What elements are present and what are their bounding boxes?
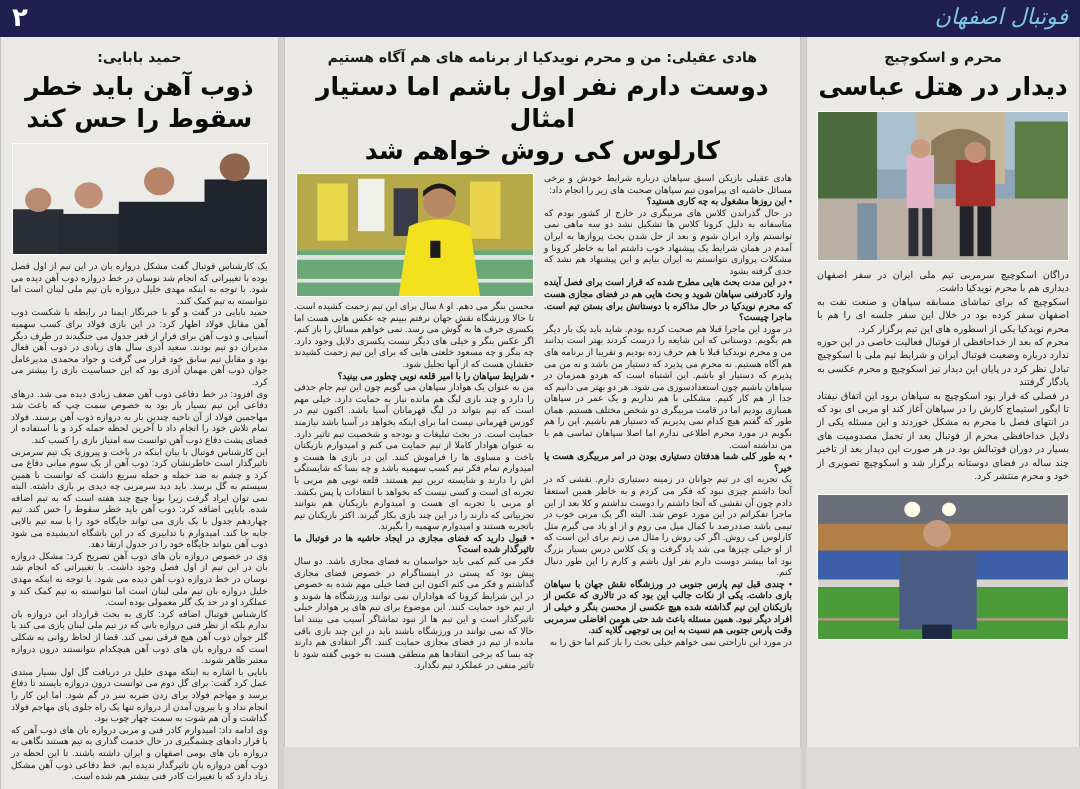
article-paragraph: در مورد این ماجرا قبلا هم صحبت کرده بودم. شاید باید یک بار دیگر هم بگویم. دوستانی که این شایعه را درست کردند بهتر است بدانند من و محرم نویدکیا قبلا با هم حرف زده بودیم و تقریبا از برنامه های هم آگاه هستیم. نه محرم می پذیرد که دستیار من باشد و نه من می پذیرم که دستیار او باشم. این اشتباه است که هردو همزمان در سپاهان باشیم چون استعدادسوزی می شود. هر دو بهتر می دانیم که جدا از هم کار کنیم. مشکلی با هم نداریم و یک عمر در سپاهان همبازی بودیم اما در قامت مربیگری دو شخص مختلف هستیم. همان طور که گفتم هیچ کدام نمی پذیریم که دستیار هم باشیم. این را هم بگویم در مورد محرم اطلاعی ندارم اما اصلا سپاهان تماسی هم با من نداشته است. bbox=[544, 323, 792, 450]
stadium-photo bbox=[817, 494, 1069, 640]
publication-logo: فوتبال اصفهان bbox=[934, 5, 1068, 30]
article-headline: دیدار در هتل عباسی bbox=[818, 72, 1068, 101]
masthead-bar bbox=[0, 0, 1080, 37]
article-paragraph: اسکوچیچ که برای تماشای مسابقه سپاهان و صنعت نفت به اصفهان سفر کرده بود در خلال این سفر جلسه ای را هم با محرم نویدکیا یکی از اسطوره های این تیم برگزار کرد. bbox=[817, 296, 1069, 335]
interview-question: • به طور کلی شما هدفتان دستیاری بودن در امر مربیگری هست یا خیر؟ bbox=[544, 451, 792, 473]
article-paragraph: این کارشناس فوتبال با بیان اینکه در باخت و پیروزی یک تیم سرمربی تاثیرگذار است خاطرنشان کرد: ذوب آهن از یک سوم میانی دفاع می کرد و چشم به ضد حمله و حمله سریع داشت که توانست با همین سیستم به گل برسد. باید دید سرمربی چه دیدی بر بازی داشته. البته نمی توان ایراد گرفت زیرا بونا چیچ چند هفته است که به تیم اضافه شده. بابایی اضافه کرد: ذوب آهن باید خطر سقوط را حس کند. تیم چهاردهم جدول با یک بازی می تواند جایگاه خود را با سه تیم بالایی جابه جا کند. امیدوارم با تدابیری که در این باشگاه اندیشیده می شود ذوب آهن بتواند جایگاه خود را در جدول ارتقا دهد. bbox=[11, 446, 268, 550]
article-paragraph: یک تجربه ای در تیم جوانان در زمینه دستیاری دارم. نقشی که در آنجا داشتم چیزی نبود که فکر می کردم و به خاطر همین استعفا دادم چون آن نقشی که آنجا داشتم را دوست نداشتم و کلا بعد از این ماجرا تفکراتم در این مورد عوض شد. البته اگر یک مربی خوب در تیمی باشد صددرصد با کمال میل می روم و از او یاد می گیرم مثل کارلوس کی روش. اگر کی روش را مثال می زنم برای این است که از او خیلی چیزها می شد یاد گرفت و یک کلاس درس بسیار بزرگ بود اما بیشتر دوست دارم نفر اول باشم و کارم را این طور دنبال کنم. bbox=[544, 474, 792, 578]
article-aghili-interview bbox=[284, 37, 801, 747]
page-number: ۲ bbox=[12, 3, 28, 33]
article-paragraph: فکر می کنم کمی باید حواسمان به فضای مجازی باشد. دو سال پیش بود که پستی در اینستاگرام در خصوص فضای مجازی گذاشتم و فکر می کنم اکنون این فضا خیلی مهم شده به خصوص در این شرایط کرونا که هواداران نمی توانند ورزشگاه ها شوند و از تیم خود حمایت کنند. این موضوع برای تیم های پر هوادار خیلی تاثیرگذار است و این تیم ها از نبود تماشاگر آسیب می بینند اما حالا که نمی توانند در ورزشگاه باشند باید در این چند بازی باقی مانده از تیم در فضای مجازی حمایت کنند. اگر انتقادی هم دارند چه بسا که برخی انتقادها هم منطقی هست به خوبی گفته شود تا تاثیر منفی در عملکرد تیم نگذارد. bbox=[294, 556, 534, 671]
article-kicker: محرم و اسکوچیچ bbox=[884, 50, 1002, 66]
headline-line: دوست دارم نفر اول باشم اما دستیار امثال bbox=[316, 72, 769, 133]
article-paragraph: کارشناس فوتبال اضافه کرد: کاری به بحث قرارداد این دروازه بان ندارم بلکه از نظر فنی دروازه بانی که در تیم ملی لبنان بازی می کند با گلر جوان ذوب آهن هیچ فرقی نمی کند. قضا از لحاظ روانی به شکلی است که دروازه بان های ذوب آهن هیچکدام نتوانستند درون دروازه معتبر ظاهر شوند. bbox=[11, 608, 268, 666]
aghili-sepahan-photo bbox=[296, 173, 534, 297]
article-babaei-zob-ahan bbox=[0, 37, 279, 789]
headline-line: ذوب آهن باید خطر bbox=[25, 72, 254, 101]
article-paragraph: دراگان اسکوچیچ سرمربی تیم ملی ایران در سفر اصفهان دیداری هم با محرم نویدکیا داشت. bbox=[817, 270, 1069, 295]
article-headline bbox=[11, 71, 268, 135]
article-body-column-a bbox=[544, 173, 792, 672]
interview-question: • قبول دارید که فضای مجازی در ایجاد حاشیه ها در فوتبال ما تاثیرگذار شده است؟ bbox=[294, 532, 534, 555]
article-kicker: هادی عقیلی: من و محرم نویدکیا از برنامه های هم آگاه هستیم bbox=[327, 50, 758, 66]
headline-line: کارلوس کی روش خواهم شد bbox=[364, 136, 720, 165]
article-paragraph: وی در خصوص دروازه بان های ذوب آهن تصریح کرد: مشکل دروازه بان در این تیم از اول فصل وجود داشت. با تغییراتی که انجام شد نوسان در خط دروازه ذوب آهن دیده می شود. با توجه به اینکه مهدی خلیل دروازه بان تیم ملی لبنان است اما نتوانسته به تیم کمک کند و عملکرد او در حد یک گلر معمولی بوده است. bbox=[11, 550, 268, 608]
article-paragraph: حمید بابایی در گفت و گو با خبرنگار ایمنا در رابطه با شکست ذوب آهن مقابل فولاد اظهار کرد: در این بازی فولاد برای کسب سهمیه آسیایی و ذوب آهن برای فرار از قعر جدول می جنگیدند در طرف دیگر مدیران دو تیم بودند. سعید آذری سال های زیادی در ذوب آهن فعال بود و مقابل تیم سابق خود قرار می گرفت و جواد محمدی مدیرعامل جوان ذوب آهن مهمان آذری بود که این حساسیت بازی را بیشتر می کرد. bbox=[11, 307, 268, 387]
article-paragraph: من به عنوان یک هوادار سپاهان می گویم چون این تیم جام حذفی را دارد و چند بازی لیگ هم مانده نیاز به حمایت دارد. خیلی مهم است که تیم بتواند در لیگ قهرمانان آسیا باشد. اکنون تیم در کورس قهرمانی نیست اما برای اینکه بخواهد در آسیا باشد نیازمند حمایت است. در بحث تبلیغات و بودجه و شخصیت تیم تاثیر دارد. به عنوان هوادار کاملا از تیم حمایت می کنم و امیدوارم بازیکنان باخت و مساوی ها را فراموش کنند. این در بازی ها هست و امیدوارم تمام فکر تیم کسب سهمیه باشد و چه بسا که شایستگی اش را دارند و شایسته ترین تیم هستند. قلعه نویی هم مربی با تجربه ای است و کسی نیست که بخواهد با انتقادات پا پس بکشد. او مربی با تجربه ای هست و امیدوارم بازیکنان هم بتوانند تجربیاتی که دارند را در این چند بازی بکار گیرند. اکثر بازیکنان تیم باتجربه هستند و امیدوارم سهمیه را بگیرند. bbox=[294, 382, 534, 532]
article-paragraph: هادی عقیلی بازیکن اسبق سپاهان درباره شرایط خودش و برخی مسائل حاشیه ای پیرامون تیم سپاهان صحبت های زیر را انجام داد: bbox=[544, 173, 792, 195]
article-paragraph: وی افزود: در خط دفاعی ذوب آهن ضعف زیادی دیده می شد. درهای دفاعی این تیم بسیار باز بود به خصوص سمت چپ که باعث شد مهاجمین فولاد از آن ناحیه چندین بار به دروازه ذوب آهن برسند. فولاد تمام تلاش خود را انجام داد تا آخرین لحظه حمله کرد و با استفاده از فضای پشت دفاع ذوب آهن توانست سه امتیاز بازی را کسب کند. bbox=[11, 388, 268, 445]
article-paragraph: در مورد این ناراحتی نمی خواهم خیلی بحث را باز کنم اما حق را به bbox=[549, 636, 792, 647]
article-body-column-b bbox=[294, 301, 534, 672]
interview-question: • چندی قبل تیم پارس جنوبی در ورزشگاه نقش جهان با سپاهان بازی داشت. یکی از نکات جالب این بود که در تالاری که عکس از بازیکنان این تیم گذاشته شده هیچ عکسی از محسن بنگر و خیلی از افراد دیگر نبود. همین مسئله باعث شد حتی هومن افاضلی سرمربی وقت پارس جنوبی هم نسبت به این بی توجهی گلایه کند. bbox=[544, 578, 792, 636]
article-paragraph: یک کارشناس فوتبال گفت مشکل دروازه بان در این تیم از اول فصل بوده با تغییراتی که انجام شد نوسان در خط دروازه ذوب آهن دیده می شود. با توجه به اینکه مهدی خلیل دروازه بان تیم ملی لبنان است اما نتوانسته به تیم کمک کند. bbox=[11, 261, 268, 306]
skocic-navidkia-hotel-photo bbox=[817, 111, 1069, 261]
article-skocic-meeting bbox=[806, 37, 1080, 747]
article-paragraph: وی ادامه داد: امیدوارم کادر فنی و مربی دروازه بان های ذوب آهن که با قرار دادهای چشمگیری در حال خدمت گذاری به تیم هستند نگاهی به دروازه بان های بومی اصفهان و ایران داشته باشند. تا این لحظه در ذوب آهن دروازه بان تاثیرگذار ندیده ایم. خط دفاعی ذوب آهن مشکل زیاد دارد که با تغییرات کادر فنی بیشتر هم شده است. bbox=[11, 724, 268, 782]
headline-line: سقوط را حس کند bbox=[26, 104, 253, 133]
interview-question: • در این مدت بحث هایی مطرح شده که قرار است برای فصل آینده وارد کادرفنی سپاهان شوید و بحث هایی هم در فضای مجازی هست که محرم نویدکیا در حال مذاکره با دوستانش برای بستن تیم است. ماجرا چیست؟ bbox=[544, 277, 792, 323]
article-headline bbox=[293, 71, 792, 167]
interview-question: • شرایط سپاهان را با امیر قلعه نویی چطور می بینید؟ bbox=[337, 370, 534, 381]
zob-ahan-players-photo bbox=[12, 143, 268, 255]
article-paragraph: بابایی با اشاره به اینکه مهدی خلیل در دریافت گل اول بسیار مبتدی عمل کرد گفت: برای گل دوم می توانست درون دروازه بایستد تا دفاع برسد و مهاجم فولاد برای زدن ضربه سر در گم شود. اما این کار را انجام نداد و با بیرون آمدن از دروازه تنها یک راه جلوی پای مهاجم فولاد گذاشت و آن هم شوت به سمت چهار چوب بود. bbox=[11, 666, 268, 724]
article-paragraph: در فصلی که قرار بود اسکوچیچ به سپاهان برود این اتفاق نیفتاد تا ایگور استیماچ کارش را در سپاهان آغاز کند او مربی ای بود که در انتهای فصل با محرم به مشکل خوردند و این مسئله یکی از دلایل خداحافظی محرم از فوتبال بعد از تحمل مصدومیت های بسیار در دوران فوتبالش بود در هر صورت این دیدار بعد از تاخیر چند ساله در فضای دوستانه برگزار شد و اسکوچیچ تصویری از خود و محرم منتشر کرد. bbox=[817, 390, 1069, 483]
article-paragraph: محرم که بعد از خداحافظی از فوتبال فعالیت خاصی در این حوزه ندارد درباره وضعیت فوتبال ایران و شرایط تیم ملی با اسکوچیچ تبادل نظر کرد در پایان این دیدار نیز اسکوچیچ و محرم عکسی به یادگار گرفتند bbox=[817, 337, 1069, 389]
article-body bbox=[817, 269, 1069, 484]
article-kicker: حمید بابایی: bbox=[97, 50, 182, 66]
page-columns bbox=[0, 37, 1080, 789]
article-body bbox=[11, 261, 268, 783]
interview-column-b-wrap bbox=[294, 173, 534, 672]
article-paragraph: در حال گذراندن کلاس های مربیگری در خارج از کشور بودم که متاسفانه به دلیل کرونا کلاس ها تشکیل نشد دو سه ماهی نمی توانستم وارد ایران شوم و بعد از حل شدن بحث پروازها به ایران آمدم در همان شرایط یک پیشنهاد خوب داشتم اما به خاطر کرونا و مشکلات پروازی نتوانستم به ایران بیایم و این پیشنهاد هم نشد که جدی گرفته بشود bbox=[544, 207, 792, 276]
article-paragraph: محسن بنگر می دهم. او ۸ سال برای این تیم زحمت کشیده است. تا حالا ورزشگاه نقش جهان نرفتم ببینم چه عکس هایی هست اما یکسری حرف ها به گوش می رسد. نمی خواهم مسائل را باز کنم. اگر عکس بنگر و خیلی های دیگر نیست یکسری دلایل وجود دارد. چه بنگر و چه مسعود خلعتی هایی که برای این تیم زحمت کشیدند حقشان هست که از آنها تجلیل شود. bbox=[294, 301, 534, 369]
interview-columns bbox=[293, 173, 792, 672]
interview-question: • این روزها مشغول به چه کاری هستید؟ bbox=[646, 196, 792, 207]
